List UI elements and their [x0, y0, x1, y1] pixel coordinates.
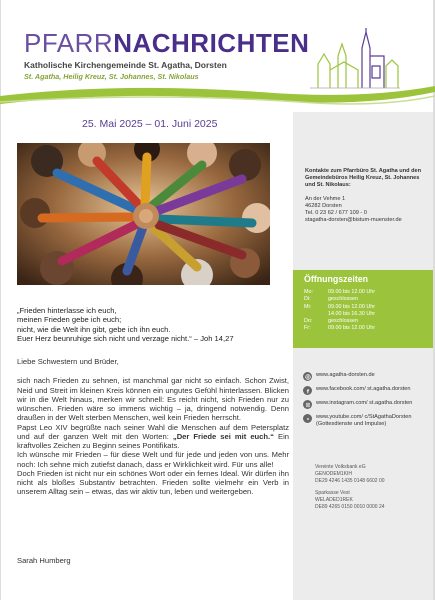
- letter-body: [17, 357, 289, 497]
- greeting: Liebe Schwestern und Brüder,: [17, 357, 119, 366]
- parish-list: St. Agatha, Heilig Kreuz, St. Johannes, St. Nikolaus: [24, 72, 199, 81]
- hours-row: Do: geschlossen: [304, 318, 358, 325]
- hours-row: Mi: 09.00 bis 12.00 Uhr: [304, 303, 376, 310]
- opening-hours-title: Öffnungszeiten: [304, 274, 369, 284]
- instagram-icon: [303, 400, 312, 409]
- date-range: 25. Mai 2025 – 01. Juni 2025: [82, 118, 218, 130]
- facebook-link[interactable]: www.facebook.com/ st.agatha.dorsten: [303, 386, 431, 395]
- hands-together-photo: [17, 143, 270, 285]
- masthead: [24, 30, 309, 81]
- paragraph: Doch Frieden ist nicht nur ein schönes Wort oder ein fernes Ideal. Wir dürfen ihn nicht als bloßes Substantiv betrachten. Frieden sollte vielmehr ein Verb in unserem Alltag sein – etwas, das wir aktiv tun, leben und weitergeben.: [17, 468, 289, 497]
- youtube-icon: [303, 414, 312, 423]
- hours-row: Di: geschlossen: [304, 296, 358, 303]
- hours-row: Fr: 09.00 bis 12.00 Uhr: [304, 325, 376, 332]
- contact-city: 46282 Dorsten: [305, 202, 342, 209]
- bank1-bic: GENODEM1KIH: [315, 470, 352, 477]
- instagram-link[interactable]: www.instagram.com/ st.agatha.dorsten: [303, 400, 431, 409]
- facebook-icon: [303, 386, 312, 395]
- bible-quote: „Frieden hinterlasse ich euch, meinen Frieden gebe ich euch; nicht, wie die Welt ihn gibt, gebe ich ihn euch. Euer Herz beunruhige sich nicht und verzage nicht.“ – Joh 14,27: [17, 306, 234, 343]
- signature: Sarah Humberg: [17, 556, 71, 565]
- hours-row: Mo: 09.00 bis 12.00 Uhr: [304, 289, 376, 295]
- bank2-bic: WELADED1REK: [315, 497, 353, 504]
- bank1-name: Vereinte Volksbank eG: [315, 464, 366, 470]
- paragraph: sich nach Frieden zu sehnen, ist manchmal gar nicht so einfach. Schon Zwist, Neid und Streit im kleinen Kreis können ein ungutes Gefühl hinterlassen. Blicken wir in die Welt hinaus, merken wir schnell: Es reicht nicht, sich Frieden nur zu wünschen. Frieden wäre so immens wichtig – ja, dringend notwendig. Denn draußen in der Welt sterben Menschen, weil kein Frieden herrscht.: [17, 376, 289, 423]
- contact-info: [305, 168, 430, 224]
- contact-street: An der Vehme 1: [305, 195, 346, 202]
- newsletter-title: PFARRNACHRICHTEN: [24, 28, 310, 58]
- parish-name: Katholische Kirchengemeinde St. Agatha, Dorsten: [24, 60, 227, 70]
- youtube-link[interactable]: www.youtube.com/ c/StAgathaDorsten (Gottesdienste und Impulse): [303, 414, 431, 428]
- bank2-name: Sparkasse Vest: [315, 490, 350, 497]
- hours-row: 14.00 bis 16.30 Uhr: [328, 310, 376, 317]
- opening-hours-table: [304, 289, 430, 333]
- paragraph: Papst Leo XIV begrüßte nach seiner Wahl die Menschen auf dem Petersplatz und auf der ganzen Welt mit den Worten: „Der Friede sei mit euch.“ Ein kraftvolles Zeichen zu Beginn seines Pontifikats.: [17, 422, 289, 450]
- website-link[interactable]: www.agatha-dorsten.de: [303, 372, 431, 381]
- bank1-iban: DE29 4246 1435 0148 6602 00: [315, 477, 385, 484]
- header-swoosh: [0, 78, 435, 112]
- bank-details: [315, 464, 430, 511]
- online-links: [303, 372, 431, 433]
- contact-email[interactable]: stagatha-dorsten@bistum-muenster.de: [305, 217, 402, 224]
- globe-icon: [303, 372, 312, 381]
- contact-phone[interactable]: Tel. 0 23 62 / 677 109 - 0: [305, 210, 367, 217]
- contact-heading: Kontakte zum Pfarrbüro St. Agatha und den Gemeindebüros Heilig Kreuz, St. Johannes und St. Nikolaus:: [305, 168, 422, 189]
- bank2-iban: DE89 4265 0150 0010 0000 24: [315, 503, 385, 510]
- paragraph: Ich wünsche mir Frieden – für diese Welt und für jede und jeden von uns. Mehr noch: Ich sehne mich zutiefst danach, dass er Wirklichkeit wird. Für uns alle!: [17, 450, 289, 469]
